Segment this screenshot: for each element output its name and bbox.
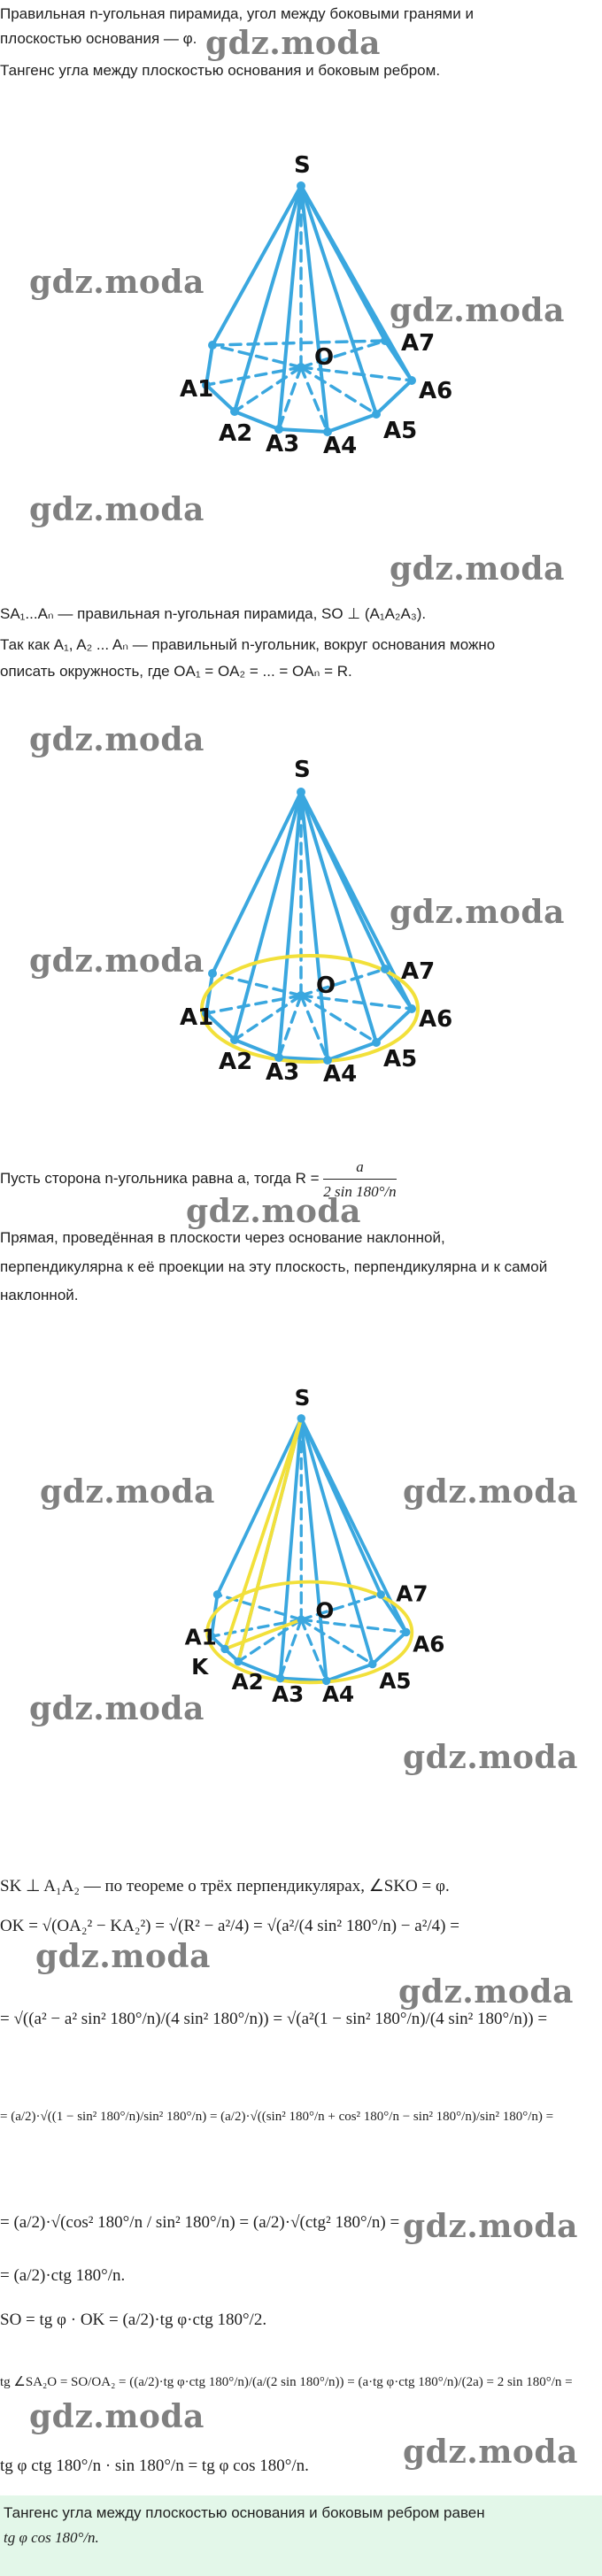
radius-denominator: 2 sin 180°/n [323, 1183, 397, 1200]
watermark: gdz.moda [35, 1938, 211, 1975]
text3-line-2: перпендикулярна к её проекции на эту плоскость, перпендикулярна и к самой [0, 1258, 548, 1275]
watermark: gdz.moda [398, 1973, 574, 2011]
label-a3: A3 [266, 431, 300, 458]
solution-line-8: tg ∠SA₂O = SO/OA₂ = ((a/2)·tg φ·ctg 180°/n)/(a/(2 sin 180°/n)) = (a·tg φ·ctg 180°/n)/(2a) = 2 sin 180°/n = [0, 2375, 573, 2389]
label-a6: A6 [419, 378, 453, 404]
label-a1: A1 [180, 1004, 214, 1031]
label-a7: A7 [401, 958, 436, 985]
text1-line-2: Так как A₁, A₂ ... Aₙ — правильный n-угольник, вокруг основания можно [0, 636, 496, 653]
label-a3: A3 [266, 1059, 300, 1086]
solution-line-6: = (a/2)·ctg 180°/n. [0, 2266, 126, 2285]
label-a5: A5 [383, 418, 418, 444]
label-a5: A5 [383, 1046, 418, 1073]
answer-line-1: Тангенс угла между плоскостью основания и боковым ребром равен [4, 2504, 485, 2521]
watermark: gdz.moda [390, 292, 565, 329]
watermark: gdz.moda [29, 942, 205, 980]
label-k: K [191, 1653, 209, 1680]
solution-line-7: SO = tg φ · OK = (a/2)·tg φ·ctg 180°/2. [0, 2311, 267, 2329]
label-a4: A4 [323, 1061, 358, 1088]
solution-line-2: OK = √(OA₂² − KA₂²) = √(R² − a²/4) = √(a²/(4 sin² 180°/n) − a²/4) = [0, 1917, 459, 1935]
label-a5: A5 [379, 1667, 412, 1694]
solution-line-9: tg φ ctg 180°/n · sin 180°/n = tg φ cos 180°/n. [0, 2457, 309, 2475]
label-a6: A6 [419, 1006, 453, 1033]
task-line-3: Тангенс угла между плоскостью основания и боковым ребром. [0, 62, 441, 79]
solution-line-4: = (a/2)·√((1 − sin² 180°/n)/sin² 180°/n) = (a/2)·√((sin² 180°/n + cos² 180°/n − sin² 180°/n)/sin² 180°/n) = [0, 2110, 554, 2124]
watermark: gdz.moda [186, 1193, 361, 1230]
label-a4: A4 [321, 1681, 355, 1708]
label-s: S [294, 757, 311, 783]
label-o: O [314, 344, 335, 371]
watermark: gdz.moda [403, 2434, 578, 2471]
label-s: S [294, 152, 311, 179]
solution-line-5: = (a/2)·√(cos² 180°/n / sin² 180°/n) = (a/2)·√(ctg² 180°/n) = [0, 2213, 400, 2232]
watermark: gdz.moda [205, 25, 381, 62]
label-a2: A2 [219, 1049, 253, 1075]
label-a7: A7 [396, 1580, 428, 1607]
watermark: gdz.moda [403, 1473, 578, 1511]
segment-ok [225, 1619, 301, 1649]
watermark: gdz.moda [29, 721, 205, 758]
watermark: gdz.moda [40, 1473, 215, 1511]
label-o: O [315, 1597, 335, 1624]
label-a7: A7 [401, 330, 436, 357]
label-a6: A6 [413, 1631, 445, 1657]
task-line-2: плоскостью основания — φ. [0, 30, 197, 47]
pyramid-figure-3 [173, 1384, 445, 1708]
watermark: gdz.moda [390, 550, 565, 588]
label-a3: A3 [272, 1681, 305, 1708]
watermark: gdz.moda [390, 894, 565, 931]
label-a4: A4 [323, 433, 358, 459]
task-line-1: Правильная n-угольная пирамида, угол между боковыми гранями и [0, 5, 474, 22]
watermark: gdz.moda [403, 2208, 578, 2245]
apothem-sk [225, 1419, 301, 1649]
label-o: O [316, 973, 336, 999]
label-a2: A2 [219, 420, 253, 447]
text1-line-1: SA₁...Aₙ — правильная n-угольная пирамида, SO ⊥ (A₁A₂A₃). [0, 605, 427, 622]
text3-line-1: Прямая, проведённая в плоскости через основание наклонной, [0, 1229, 445, 1246]
label-a2: A2 [231, 1668, 264, 1695]
watermark: gdz.moda [403, 1739, 578, 1776]
watermark: gdz.moda [29, 264, 205, 301]
radius-numerator: a [323, 1155, 396, 1180]
text2-label: Пусть сторона n-угольника равна a, тогда R = [0, 1169, 320, 1187]
solution-line-1: SK ⊥ A₁A₂ — по теореме о трёх перпендикулярах, ∠SKO = φ. [0, 1877, 450, 1895]
text1-line-3: описать окружность, где OA₁ = OA₂ = ... = OAₙ = R. [0, 663, 352, 680]
solution-line-3: = √((a² − a² sin² 180°/n)/(4 sin² 180°/n)) = √(a²(1 − sin² 180°/n)/(4 sin² 180°/n)) = [0, 2010, 548, 2028]
text3-line-3: наклонной. [0, 1287, 79, 1303]
watermark: gdz.moda [29, 491, 205, 528]
watermark: gdz.moda [29, 1690, 205, 1727]
label-a1: A1 [184, 1624, 217, 1650]
label-a1: A1 [180, 376, 214, 403]
watermark: gdz.moda [29, 2398, 205, 2435]
answer-line-2: tg φ cos 180°/n. [4, 2529, 99, 2546]
label-s: S [294, 1384, 311, 1411]
answer-box [0, 2495, 602, 2576]
